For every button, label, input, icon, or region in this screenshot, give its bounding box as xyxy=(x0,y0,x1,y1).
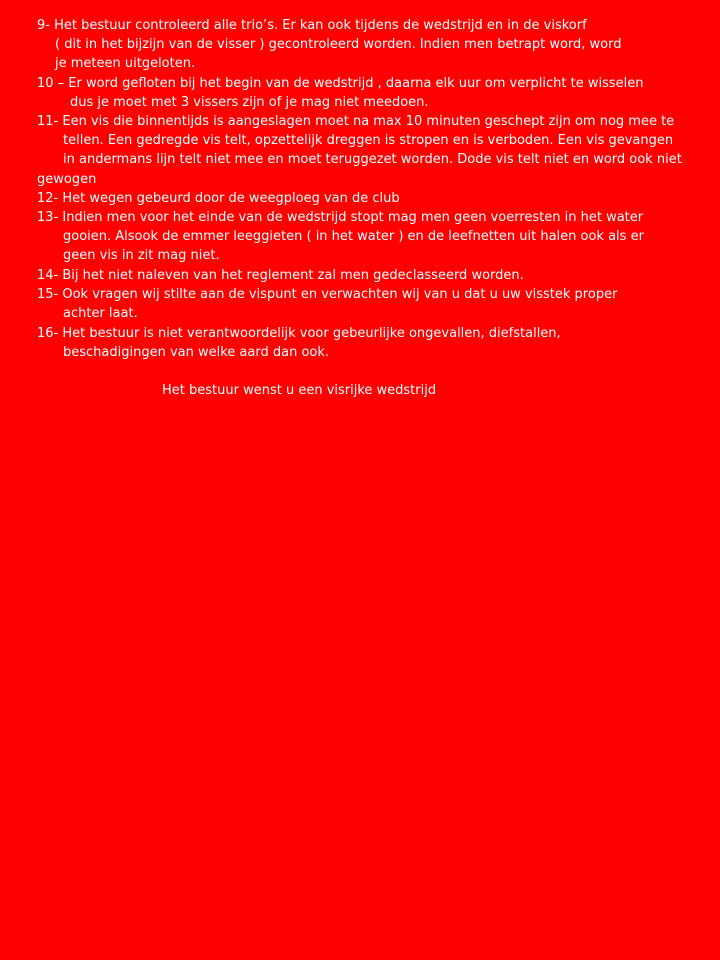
rule-16-line-2: beschadigingen van welke aard dan ook. xyxy=(63,345,330,360)
rule-13-line-3: geen vis in zit mag niet. xyxy=(63,248,220,263)
rule-9-line-2: ( dit in het bijzijn van de visser ) gecontroleerd worden. Indien men betrapt word, word xyxy=(55,37,622,52)
rule-15-line-2: achter laat. xyxy=(63,306,138,321)
rule-11-line-3: in andermans lijn telt niet mee en moet teruggezet worden. Dode vis telt niet en word ook niet xyxy=(63,152,682,167)
rule-14-line-1: 14- Bij het niet naleven van het reglement zal men gedeclasseerd worden. xyxy=(37,268,524,283)
rule-10-line-1: 10 – Er word gefloten bij het begin van de wedstrijd , daarna elk uur om verplicht te wisselen xyxy=(37,76,644,91)
rule-9-line-3: je meteen uitgeloten. xyxy=(55,56,196,71)
rule-16-line-1: 16- Het bestuur is niet verantwoordelijk voor gebeurlijke ongevallen, diefstallen, xyxy=(37,326,561,341)
rule-12-line-1: 12- Het wegen gebeurd door de weegploeg van de club xyxy=(37,191,400,206)
rule-10-line-2: dus je moet met 3 vissers zijn of je mag niet meedoen. xyxy=(70,95,429,110)
rule-9-line-1: 9- Het bestuur controleerd alle trio’s. Er kan ook tijdens de wedstrijd en in de viskorf xyxy=(37,18,587,33)
closing-line: Het bestuur wenst u een visrijke wedstrijd xyxy=(162,383,437,398)
rule-11-line-4: gewogen xyxy=(37,172,97,187)
rule-13-line-2: gooien. Alsook de emmer leeggieten ( in het water ) en de leefnetten uit halen ook als er xyxy=(63,229,644,244)
rule-11-line-1: 11- Een vis die binnentijds is aangeslagen moet na max 10 minuten geschept zijn om nog mee te xyxy=(37,114,675,129)
rule-11-line-2: tellen. Een gedregde vis telt, opzettelijk dreggen is stropen en is verboden. Een vis gevangen xyxy=(63,133,674,148)
rule-15-line-1: 15- Ook vragen wij stilte aan de vispunt en verwachten wij van u dat u uw visstek proper xyxy=(37,287,618,302)
rule-13-line-1: 13- Indien men voor het einde van de wedstrijd stopt mag men geen voerresten in het water xyxy=(37,210,644,225)
